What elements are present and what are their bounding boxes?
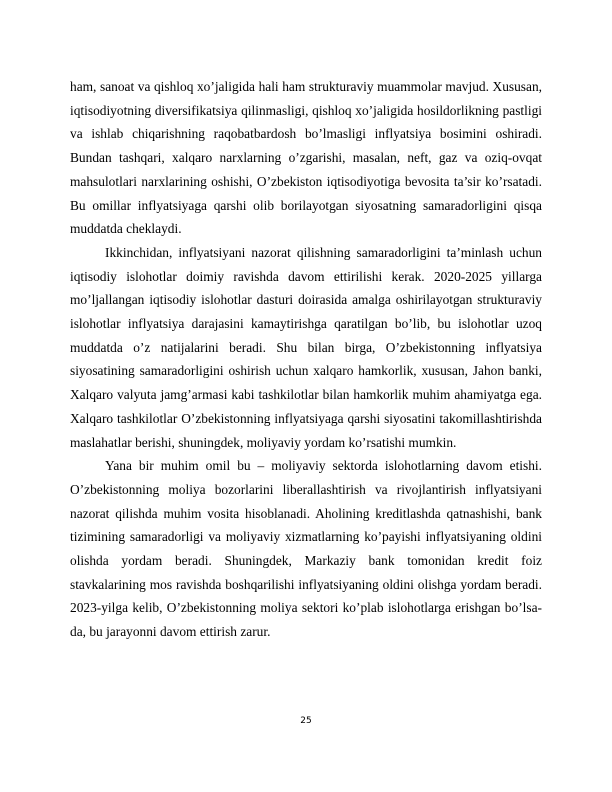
document-body (70, 75, 542, 644)
paragraph-second: Ikkinchidan, inflyatsiyani nazorat qilishning samaradorligini ta’minlash uchun iqtisodiy islohotlar doimiy ravishda davom ettirilishi kerak. 2020-2025 yillarga mo’ljallangan iqtisodiy islohotlar dasturi doirasida amalga oshirilayotgan strukturaviy islohotlar inflyatsiya darajasini kamaytirishga qaratilgan bo’lib, bu islohotlar uzoq muddatda o’z natijalarini beradi. Shu bilan birga, O’zbekistonning inflyatsiya siyosatining samaradorligini oshirish uchun xalqaro hamkorlik, xususan, Jahon banki, Xalqaro valyuta jamg’armasi kabi tashkilotlar bilan hamkorlik muhim ahamiyatga ega. Xalqaro tashkilotlar O’zbekistonning inflyatsiyaga qarshi siyosatini takomillashtirishda maslahatlar berishi, shuningdek, moliyaviy yordam ko’rsatishi mumkin. (70, 244, 542, 450)
page-number: 25 (300, 716, 312, 726)
paragraph-third: Yana bir muhim omil bu – moliyaviy sektorda islohotlarning davom etishi. O’zbekistonning moliya bozorlarini liberallashtirish va rivojlantirish inflyatsiyani nazorat qilishda muhim vosita hisoblanadi. Aholining kreditlashda qatnashishi, bank tizimining samaradorligi va moliyaviy xizmatlarning ko’payishi inflyatsiyaning oldini olishda yordam beradi. Shuningdek, Markaziy bank tomonidan kredit foiz stavkalarining mos ravishda boshqarilishi inflyatsiyaning oldini olishga yordam beradi. 2023-yilga kelib, O’zbekistonning moliya sektori ko’plab islohotlarga erishgan bo’lsa-da, bu jarayonni davom ettirish zarur. (70, 458, 542, 640)
paragraph-continuation: ham, sanoat va qishloq xo’jaligida hali ham strukturaviy muammolar mavjud. Xususan, iqtisodiyotning diversifikatsiya qilinmasligi, qishloq xo’jaligida hosildorlikning pastligi va ishlab chiqarishning raqobatbardosh bo’lmasligi inflyatsiya bosimini oshiradi. Bundan tashqari, xalqaro narxlarning o’zgarishi, masalan, neft, gaz va oziq-ovqat mahsulotlari narxlarining oshishi, O’zbekiston iqtisodiyotiga bevosita ta’sir ko’rsatadi. Bu omillar inflyatsiyaga qarshi olib borilayotgan siyosatning samaradorligini qisqa muddatda cheklaydi. (70, 79, 542, 237)
